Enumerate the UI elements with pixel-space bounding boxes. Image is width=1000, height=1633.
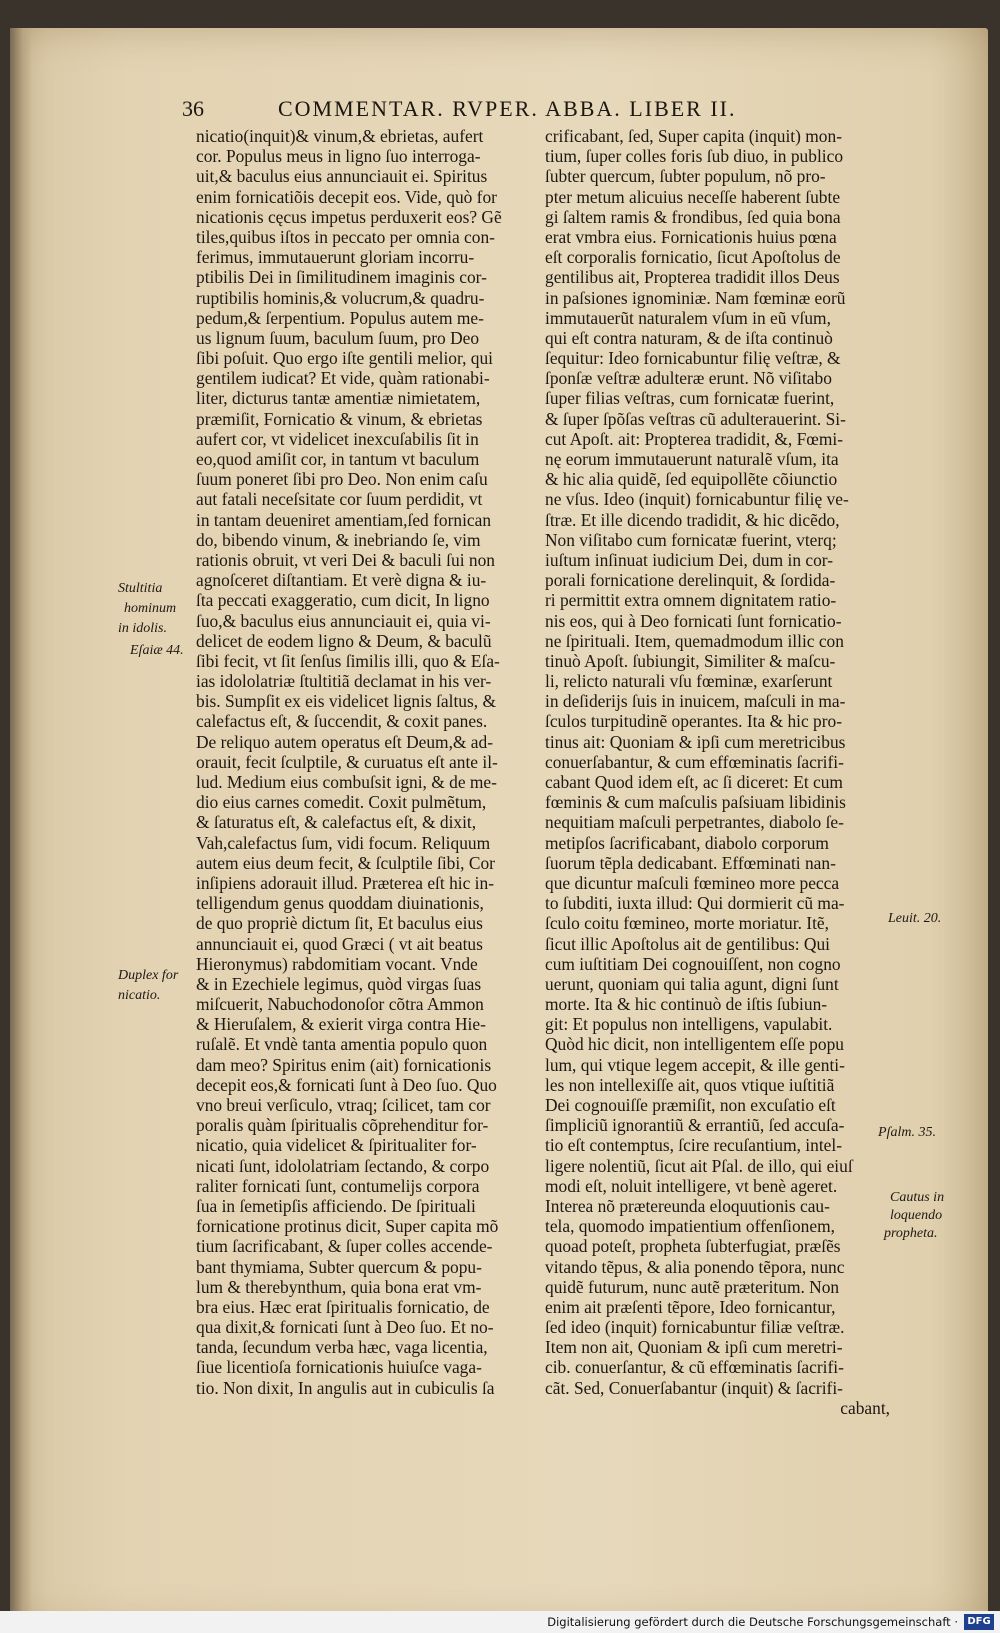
text-line: nicati ſunt, idololatriam ſectando, & corpo bbox=[196, 1155, 490, 1176]
text-line: immutauerũt naturalem vſum in eũ vſum, bbox=[545, 307, 831, 328]
page-header bbox=[182, 96, 822, 126]
text-line: morte. Ita & hic continuò de iſtis ſubiun- bbox=[545, 994, 828, 1015]
text-line: nicatio(inquit)& vinum,& ebrietas, aufert bbox=[196, 126, 484, 146]
text-line: tio eſt contemptus, ſcire recuſantium, intel- bbox=[545, 1135, 842, 1156]
text-line: raliter fornicati ſunt, contumelijs corpora bbox=[196, 1175, 480, 1196]
text-line: tiles,quibus iſtos in peccato per omnia con- bbox=[196, 226, 495, 247]
text-line: modi eſt, noluit intelligere, vt benè ageret. bbox=[545, 1175, 838, 1196]
text-line: ſuorum tẽpla dedicabant. Effœminati nan- bbox=[545, 852, 836, 873]
dfg-logo: DFG bbox=[964, 1614, 994, 1630]
text-line: enim ait præſenti tẽpore, Ideo fornicantur, bbox=[545, 1296, 836, 1317]
text-line: ligere nolentiũ, ſicut ait Pſal. de illo, qui eiuſ bbox=[545, 1155, 853, 1176]
text-line: tinuò Apoſt. ſubiungit, Similiter & maſcu- bbox=[545, 650, 836, 671]
text-line: to ſubditi, iuxta illud: Qui dormierit cũ ma- bbox=[545, 893, 845, 914]
text-line: ne vſus. Ideo (inquit) fornicabuntur filię ve- bbox=[545, 489, 849, 510]
text-line: cabant, bbox=[840, 1397, 890, 1418]
text-line: nis eos, qui à Deo fornicati ſunt fornicatio- bbox=[545, 610, 842, 631]
text-line: git: Et populus non intelligens, vapulabit. bbox=[545, 1014, 833, 1035]
text-line: & ſaturatus eſt, & calefactus eſt, & dixit, bbox=[196, 812, 477, 833]
text-line: cib. conuerſantur, & cũ effœminatis ſacrifi- bbox=[545, 1357, 844, 1378]
text-line: lud. Medium eius combuſsit igni, & de me- bbox=[196, 772, 497, 792]
text-line: nicatio, quia videlicet & ſpiritualiter for- bbox=[196, 1135, 477, 1156]
text-line: ſicut illic Apoſtolus ait de gentilibus: Qui bbox=[545, 933, 830, 954]
text-line: us lignum ſuum, baculum ſuum, pro Deo bbox=[196, 327, 480, 348]
text-line: qua dixit,& fornicati ſunt à Deo ſuo. Et no- bbox=[196, 1317, 494, 1338]
text-line: ſuo,& baculus eius annunciauit ei, quia vi- bbox=[196, 610, 491, 631]
text-line: gentilem iudicat? Et vide, quàm rationabi- bbox=[196, 368, 490, 389]
text-line: Vah,calefactus ſum, vidi focum. Reliquum bbox=[196, 832, 491, 853]
text-line: uit,& baculus eius annunciauit ei. Spiritus bbox=[196, 166, 488, 187]
text-line: aut fatali neceſsitate cor ſuum perdidit, vt bbox=[196, 489, 483, 510]
margin-note-duplex: nicatio. bbox=[118, 988, 161, 1003]
text-line: rationis obruit, vt veri Dei & baculi ſui non bbox=[196, 549, 495, 570]
text-line: annunciauit ei, quod Græci ( vt ait beatus bbox=[196, 933, 483, 954]
text-line: pter metum alicuius neceſſe haberent ſubte bbox=[545, 186, 841, 207]
text-line: lum, qui vtique legem accepit, & ille genti- bbox=[545, 1054, 845, 1075]
text-line: eſt corporalis fornicatio, ſicut Apoſtolus de bbox=[545, 247, 841, 268]
text-line: ſiue licentioſa fornicationis huiuſce vaga- bbox=[196, 1357, 482, 1378]
page-number: 36 bbox=[182, 96, 204, 121]
margin-note-cautus: Cautus in bbox=[890, 1190, 945, 1205]
text-line: & in Ezechiele legimus, quòd virgas ſuas bbox=[196, 973, 482, 994]
text-line: tela, quomodo impatientium offenſionem, bbox=[545, 1216, 835, 1237]
text-line: nicationis cęcus impetus perduxerit eos? Gẽ bbox=[196, 206, 502, 227]
text-line: Non viſitabo cum fornicatæ fuerint, vterq; bbox=[545, 529, 837, 550]
margin-note-esaia: Eſaiæ 44. bbox=[130, 643, 184, 658]
text-line: do, bibendo vinum, & inebriando ſe, vim bbox=[196, 529, 481, 550]
text-line: ſimpliciũ ignorantiũ & errantiũ, ſed accuſa- bbox=[545, 1115, 845, 1136]
text-line: ruſalẽ. Et vndè tanta amentia populo quon bbox=[196, 1034, 488, 1055]
text-line: De reliquo autem operatus eſt Deum,& ad- bbox=[196, 731, 493, 752]
text-line: orauit, fecit ſculptile, & curuatus eſt ante il- bbox=[196, 751, 498, 772]
text-line: Quòd hic dicit, non intelligentem eſſe popu bbox=[545, 1034, 844, 1055]
text-line: aufert cor, vt videlicet inexcuſabilis ſit in bbox=[196, 428, 479, 449]
text-line: agnoſceret diſtantiam. Et verè digna & iu- bbox=[196, 570, 487, 591]
text-line: ſta peccati exaggeratio, cum dicit, In ligno bbox=[196, 590, 490, 611]
text-line: tanda, ſecundum verba hæc, vaga licentia, bbox=[196, 1337, 488, 1358]
text-line: decepit eos,& fornicati ſunt à Deo ſuo. Quo bbox=[196, 1074, 497, 1095]
text-line: ſua in ſemetipſis afficiendo. De ſpirituali bbox=[196, 1195, 476, 1216]
text-line: ruptibilis hominis,& volucrum,& quadru- bbox=[196, 287, 485, 308]
margin-note-leuit: Leuit. 20. bbox=[888, 911, 942, 926]
text-line: ſponſæ veſtræ adulteræ erunt. Nõ viſitabo bbox=[545, 368, 832, 389]
text-line: ias idololatriæ ſtultitiã declamat in his ver- bbox=[196, 671, 492, 692]
text-line: ri permittit extra omnem dignitatem ratio- bbox=[545, 590, 837, 611]
text-line: Interea nõ prætereunda eloquutionis cau- bbox=[545, 1195, 830, 1216]
margin-note-stultitia: hominum bbox=[124, 601, 177, 616]
text-line: ſed ideo (inquit) fornicabuntur filiæ veſtræ. bbox=[545, 1317, 845, 1338]
text-line: bant thymiama, Subter quercum & popu- bbox=[196, 1256, 482, 1277]
text-line: conuerſabantur, & cum effœminatis ſacrifi- bbox=[545, 751, 844, 772]
text-line: in tantam deueniret amentiam,ſed fornican bbox=[196, 509, 492, 530]
text-line: quidẽ futurum, nunc autẽ præteritum. Non bbox=[545, 1276, 840, 1297]
text-line: liter, dicturus tantæ amentiæ nimietatem, bbox=[196, 388, 481, 409]
text-line: bis. Sumpſit ex eis videlicet lignis ſaltus, & bbox=[196, 691, 496, 712]
text-line: dam meo? Spiritus enim (ait) fornicationis bbox=[196, 1054, 492, 1075]
text-line: ſuper filias veſtras, cum fornicatæ fuerint, bbox=[545, 388, 835, 409]
text-line: les non intellexiſſe ait, quos vtique iuſtitiã bbox=[545, 1074, 835, 1095]
text-line: ſculos turpitudinẽ operantes. Ita & hic pro- bbox=[545, 711, 843, 732]
text-line: fornicatione protinus dicit, Super capita mõ bbox=[196, 1216, 499, 1237]
text-line: quoad poteſt, propheta ſubterfugiat, præſẽs bbox=[545, 1236, 841, 1257]
text-line: tium, ſuper colles foris ſub diuo, in publico bbox=[545, 146, 844, 167]
text-line: tium ſacrificabant, & ſuper colles accende- bbox=[196, 1236, 493, 1257]
running-head: COMMENTAR. RVPER. ABBA. LIBER II. bbox=[278, 96, 737, 121]
text-line: autem eius deum fecit, & ſculptile ſibi, Cor bbox=[196, 852, 495, 873]
text-line: dio eius carnes comedit. Coxit pulmẽtum, bbox=[196, 792, 487, 813]
text-line: calefactus eſt, & ſuccendit, & coxit panes. bbox=[196, 711, 488, 732]
text-line: pedum,& ſerpentium. Populus autem me- bbox=[196, 307, 484, 328]
text-line: ſequitur: Ideo fornicabuntur filię veſtræ, & bbox=[545, 348, 841, 369]
text-line: de quo propriè dictum ſit, Et baculus eius bbox=[196, 913, 483, 934]
margin-note-duplex: Duplex for bbox=[118, 968, 179, 983]
text-line: iuſtum inſinuat iudicium Dei, dum in cor- bbox=[545, 549, 834, 570]
text-line: inſipiens adorauit illud. Præterea eſt hic in- bbox=[196, 872, 494, 893]
text-line: præmiſit, Fornicatio & vinum, & ebrietas bbox=[196, 408, 483, 429]
text-line: nę eorum immutauerunt naturalẽ vſum, ita bbox=[545, 449, 839, 469]
text-line: ſibi fecit, vt ſit ſenſus ſimilis illi, quo & Eſa- bbox=[196, 650, 500, 671]
book-gutter-shadow bbox=[10, 28, 32, 1628]
text-line: crificabant, ſed, Super capita (inquit) mon- bbox=[545, 126, 842, 146]
text-line: uerunt, quoniam qui talia agunt, digni ſunt bbox=[545, 973, 839, 994]
text-line: cãt. Sed, Conuerſabantur (inquit) & ſacrifi- bbox=[545, 1377, 843, 1398]
text-line: que dicuntur maſculi fœmineo more pecca bbox=[545, 872, 840, 893]
text-line: tinus ait: Quoniam & ipſi cum meretricibus bbox=[545, 731, 846, 752]
left-text-column bbox=[196, 126, 526, 1398]
text-line: bra eius. Hæc erat ſpiritualis fornicatio, de bbox=[196, 1296, 490, 1317]
text-line: vitando tẽpus, & alia ponendo tẽpora, nunc bbox=[545, 1256, 845, 1277]
text-line: eo,quod amiſit cor, in tantum vt baculum bbox=[196, 449, 480, 469]
footer-credit: Digitalisierung gefördert durch die Deutsche Forschungsgemeinschaft · bbox=[547, 1615, 958, 1629]
text-line: tio. Non dixit, In angulis aut in cubiculis ſa bbox=[196, 1377, 495, 1398]
text-line: ſtræ. Et ille dicendo tradidit, & hic dicẽdo, bbox=[545, 509, 840, 530]
text-line: miſcuerit, Nabuchodonoſor cõtra Ammon bbox=[196, 994, 484, 1015]
margin-note-stultitia: Stultitia bbox=[118, 581, 163, 596]
margin-note-cautus: propheta. bbox=[884, 1226, 938, 1241]
text-line: ferimus, immutauerunt gloriam incorru- bbox=[196, 247, 475, 268]
text-line: delicet de eodem ligno & Deum, & baculũ bbox=[196, 630, 492, 651]
text-line: fœminis & cum maſculis paſsiuam libidinis bbox=[545, 792, 846, 813]
margin-note-stultitia: in idolis. bbox=[118, 621, 168, 636]
text-line: cum iuſtitiam Dei cognouiſſent, non cogno bbox=[545, 953, 841, 974]
text-line: gi ſaltem ramis & frondibus, ſed quia bona bbox=[545, 206, 841, 227]
text-line: Hieronymus) rabdomitiam vocant. Vnde bbox=[196, 953, 478, 974]
text-line: cut Apoſt. ait: Propterea tradidit, &, Fœmi- bbox=[545, 428, 844, 449]
text-line: vno breui verſiculo, vtraq; ſcilicet, tam cor bbox=[196, 1095, 491, 1115]
text-line: qui eſt contra naturam, & de iſta continuò bbox=[545, 327, 833, 348]
text-line: porali fornicatione derelinquit, & ſordida- bbox=[545, 570, 836, 591]
text-line: Item non ait, Quoniam & ipſi cum meretri- bbox=[545, 1337, 843, 1358]
text-line: & ſuper ſpõſas veſtras cũ adulterauerint. Si- bbox=[545, 408, 846, 429]
margin-note-cautus: loquendo bbox=[890, 1208, 943, 1223]
text-line: gentilibus ait, Propterea tradidit illos Deus bbox=[545, 267, 840, 288]
text-line: telligendum genus quoddam diuinationis, bbox=[196, 893, 484, 914]
text-line: Dei cognouiſſe præmiſit, non excuſatio eſt bbox=[545, 1095, 836, 1115]
text-line: ſculo coitu fœmineo, morte moriatur. Itẽ, bbox=[545, 913, 829, 934]
text-line: ſubter quercum, ſubter populum, nõ pro- bbox=[545, 166, 826, 187]
text-line: cor. Populus meus in ligno ſuo interroga- bbox=[196, 146, 481, 167]
text-line: cabant Quod idem eſt, ac ſi diceret: Et cum bbox=[545, 772, 843, 792]
text-line: metipſos ſacrificabant, diabolo corporum bbox=[545, 832, 829, 853]
text-line: ptibilis Dei in ſimilitudinem imaginis cor- bbox=[196, 267, 487, 288]
text-line: ne ſpirituali. Item, quemadmodum illic con bbox=[545, 630, 844, 651]
margin-note-psalm: Pſalm. 35. bbox=[878, 1125, 936, 1140]
text-line: li, relicto naturali vſu fœminæ, exarſerunt bbox=[545, 671, 833, 692]
text-line: ſibi poſuit. Quo ergo iſte gentili melior, qui bbox=[196, 348, 494, 369]
text-line: ſuum poneret ſibi pro Deo. Non enim caſu bbox=[196, 469, 488, 490]
right-text-column bbox=[545, 126, 890, 1418]
text-line: & Hieruſalem, & exierit virga contra Hie- bbox=[196, 1014, 486, 1035]
text-line: erat vmbra eius. Fornicationis huius pœna bbox=[545, 226, 837, 247]
text-line: in deſiderijs ſuis in inuicem, maſculi in ma- bbox=[545, 691, 846, 712]
text-line: lum & therebynthum, quia bona erat vm- bbox=[196, 1276, 482, 1297]
text-line: enim fornicatiõis decepit eos. Vide, quò for bbox=[196, 186, 497, 207]
text-line: poralis quàm ſpiritualis cõprehenditur for- bbox=[196, 1115, 489, 1136]
digitization-footer bbox=[0, 1611, 1000, 1633]
text-line: nequitiam maſculi perpetrantes, diabolo ſe- bbox=[545, 812, 844, 833]
text-line: in paſsiones ignominiæ. Nam fœminæ eorũ bbox=[545, 287, 846, 308]
text-line: & hic alia quidẽ, ſed equipollẽte cõiunctio bbox=[545, 469, 838, 490]
